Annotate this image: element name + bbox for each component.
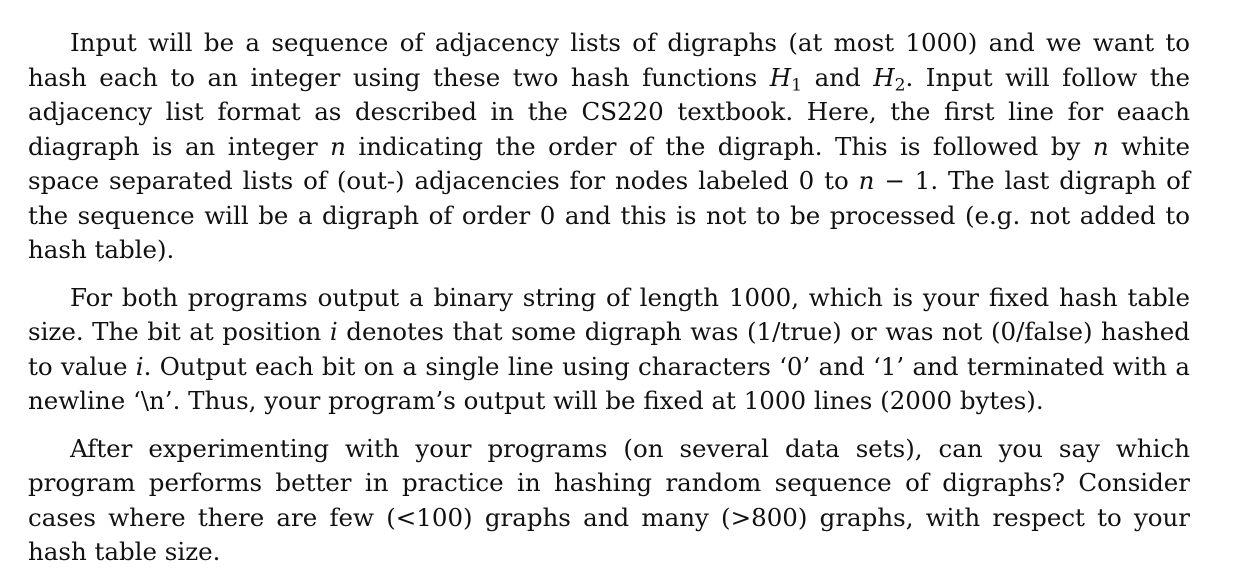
math-hash-function-h1: $H_1$: [769, 62, 803, 95]
paragraph-question: [28, 432, 1190, 570]
text-segment: For both programs output a binary string of length 1000, which is your fixed hash table size. The bit at position: [28, 282, 1190, 346]
math-variable-n: n: [330, 131, 346, 161]
math-variable-n: n: [858, 166, 875, 195]
text-segment: − 1. The last digraph of the sequence will be a digraph of order 0 and this is not to be processed (e.g. not added to hash table).: [28, 166, 1190, 264]
text-segment: denotes that some digraph was (1/true) or was not (0/false) hashed to value: [28, 317, 1190, 381]
text-segment: After experimenting with your programs (on several data sets), can you say which program performs better in practice in hashing random sequence of digraphs? Consider cases where there are few (<100) graphs and many (>800) graphs, with respect to your hash table size.: [28, 433, 1190, 566]
math-variable-i: i: [329, 317, 338, 346]
text-segment: and: [802, 62, 874, 92]
paragraph-input-format: [28, 26, 1190, 268]
text-segment: . Output each bit on a single line using characters ‘0’ and ‘1’ and terminated with a newline ‘\n’. Thus, your program’s output will be fixed at 1000 lines (2000 bytes).: [28, 351, 1190, 415]
text-segment: indicating the order of the digraph. This is followed by: [345, 131, 1093, 161]
math-variable-i: i: [135, 351, 144, 381]
paragraph-output-format: [28, 281, 1190, 419]
math-variable-n: n: [1092, 131, 1109, 161]
document-body: [28, 26, 1190, 570]
text-segment: white space separated lists of (out-) adjacencies for nodes labeled 0 to: [28, 131, 1190, 195]
text-segment: . Input will follow the adjacency list format as described in the CS220 textbook. Here, the first line for eaach diagraph is an integer: [28, 62, 1190, 161]
math-hash-function-h2: $H_2$: [873, 62, 906, 95]
text-segment: Input will be a sequence of adjacency lists of digraphs (at most 1000) and we want to hash each to an integer using these two hash functions: [28, 28, 1190, 92]
